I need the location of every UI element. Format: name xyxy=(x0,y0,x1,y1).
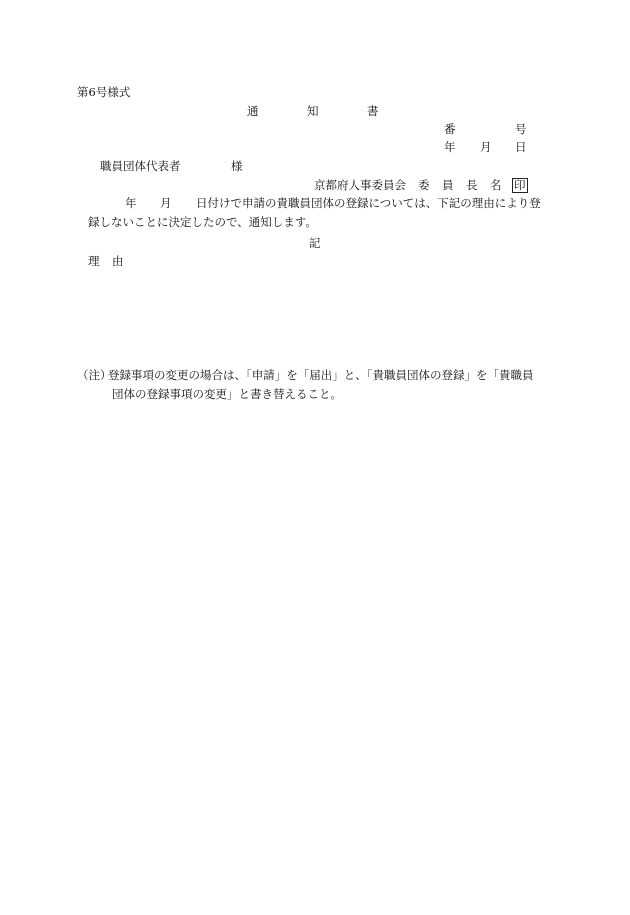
date-month: 月 xyxy=(480,140,492,154)
sender-title-char-2: 員 xyxy=(442,178,454,192)
sender-organization: 京都府人事委員会 xyxy=(314,178,406,192)
addressee-label: 職員団体代表者 xyxy=(100,159,181,173)
reason-char-1: 理 xyxy=(88,254,100,268)
sender-title-char-4: 名 xyxy=(490,178,502,192)
date-year: 年 xyxy=(444,140,456,154)
note-line-2: 団体の登録事項の変更」と書き替えること。 xyxy=(112,387,342,401)
date-day: 日 xyxy=(515,140,527,154)
title-char-3: 書 xyxy=(367,104,379,118)
number-suffix: 号 xyxy=(515,122,527,136)
ki-heading: 記 xyxy=(309,236,321,250)
title-char-2: 知 xyxy=(307,104,319,118)
seal-stamp: 印 xyxy=(514,178,526,192)
note-label: （注） xyxy=(77,368,112,382)
body-year: 年 xyxy=(125,196,137,210)
body-month: 月 xyxy=(160,196,172,210)
body-line-2: 録しないことに決定したので、通知します。 xyxy=(88,215,317,229)
form-number: 第6号様式 xyxy=(77,85,131,99)
note-line-1: 登録事項の変更の場合は、「申請」を「届出」と、「貴職員団体の登録」を「貴職員 xyxy=(108,368,534,382)
body-line-1: 日付けで申請の貴職員団体の登録については、下記の理由により登 xyxy=(196,196,541,210)
sender-title-char-3: 長 xyxy=(466,178,478,192)
title-char-1: 通 xyxy=(247,104,259,118)
addressee-honorific: 様 xyxy=(231,159,243,173)
sender-title-char-1: 委 xyxy=(418,178,430,192)
reason-char-2: 由 xyxy=(112,254,124,268)
number-label: 番 xyxy=(444,122,456,136)
